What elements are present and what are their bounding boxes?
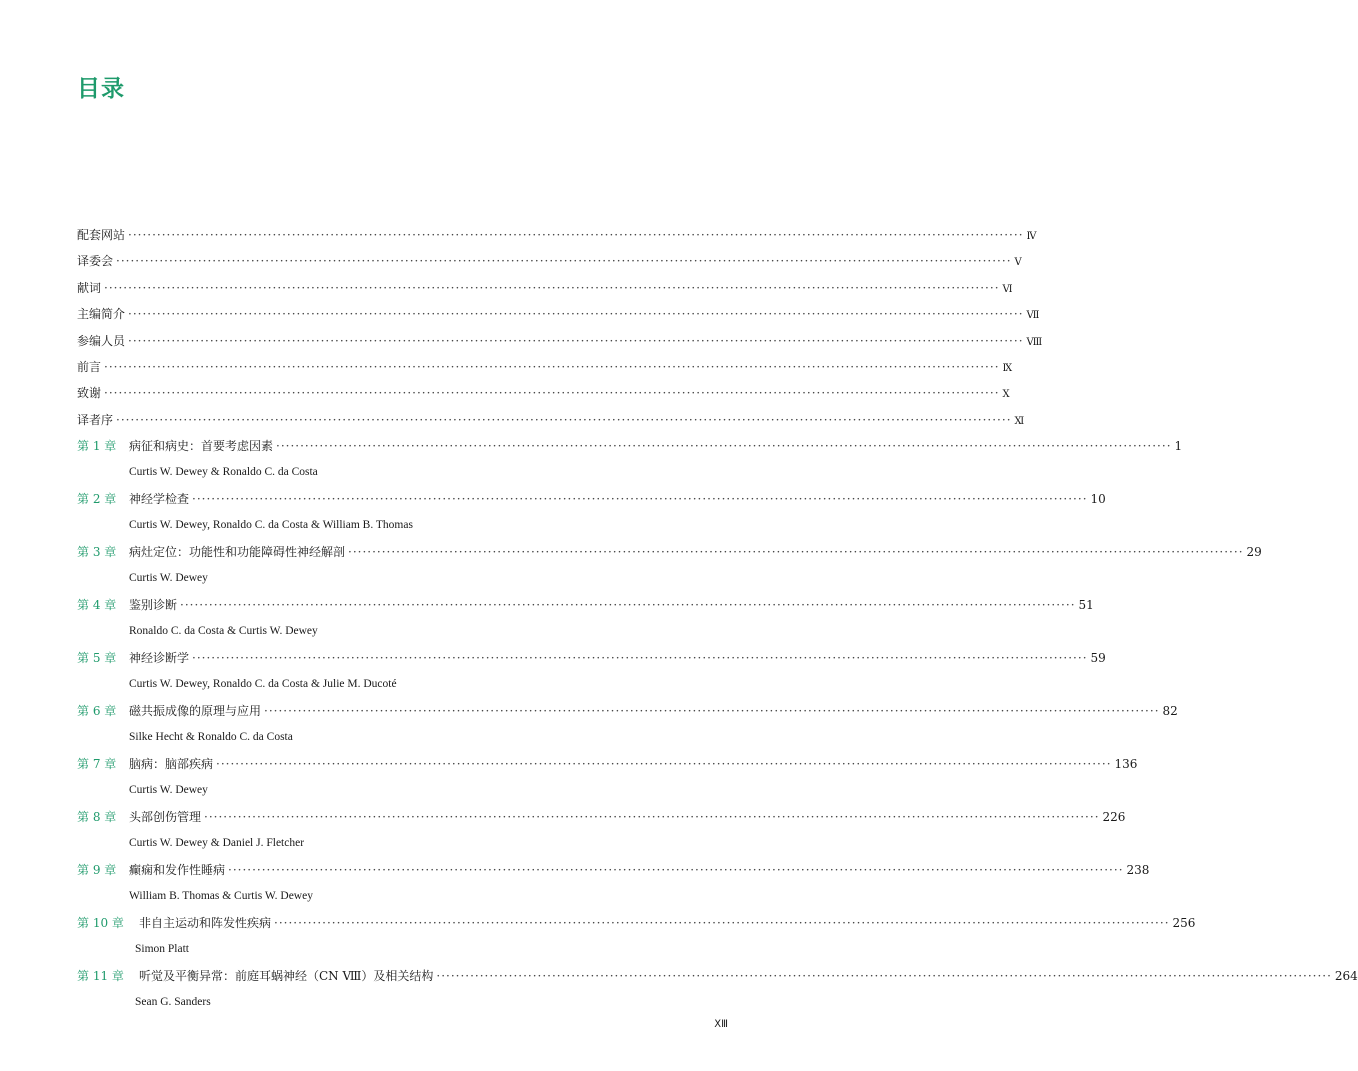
- chapter-title: 头部创伤管理: [129, 810, 202, 824]
- toc-entry-label: 译委会: [77, 254, 114, 269]
- chapter-number: 第 7 章: [77, 757, 117, 771]
- chapter-number: 第 2 章: [77, 492, 117, 506]
- chapter-entry[interactable]: [77, 967, 1358, 987]
- chapter-number: 第 10 章: [77, 916, 124, 930]
- leader-dots: ··························································································································································································: [180, 598, 1076, 612]
- toc-entry-page: Ⅷ: [1026, 336, 1043, 348]
- leader-dots: ··························································································································································································: [128, 307, 1024, 322]
- chapter-number: 第 9 章: [77, 863, 117, 877]
- chapter-page: 51: [1078, 598, 1094, 612]
- toc-entry-label: 参编人员: [77, 333, 126, 348]
- chapter-number: 第 5 章: [77, 651, 117, 665]
- chapter-page: 256: [1172, 916, 1196, 930]
- chapter-title: 神经诊断学: [129, 651, 190, 665]
- chapter-authors: Silke Hecht & Ronaldo C. da Costa: [129, 731, 293, 743]
- leader-dots: ··························································································································································································: [192, 492, 1088, 506]
- toc-entry[interactable]: [77, 358, 1013, 378]
- chapter-entry[interactable]: [77, 702, 1178, 722]
- toc-entry[interactable]: [77, 252, 1022, 272]
- chapter-number: 第 8 章: [77, 810, 117, 824]
- chapter-entry[interactable]: [77, 808, 1126, 828]
- chapter-title: 磁共振成像的原理与应用: [129, 704, 262, 718]
- leader-dots: ··························································································································································································: [436, 969, 1332, 983]
- toc-entry[interactable]: [77, 332, 1043, 352]
- chapter-authors: Simon Platt: [135, 943, 189, 955]
- toc-entry-page: Ⅵ: [1002, 283, 1013, 295]
- chapter-title: 病征和病史：首要考虑因素: [129, 439, 274, 453]
- chapter-title: 脑病：脑部疾病: [129, 757, 214, 771]
- leader-dots: ··························································································································································································: [116, 254, 1012, 269]
- leader-dots: ··························································································································································································: [104, 360, 1000, 374]
- chapter-entry[interactable]: [77, 596, 1094, 616]
- page-title: 目录: [77, 76, 125, 102]
- leader-dots: ··························································································································································································: [128, 228, 1024, 242]
- leader-dots: ··························································································································································································: [216, 757, 1112, 771]
- toc-entry-label: 译者序: [77, 412, 114, 427]
- toc-entry-label: 配套网站: [77, 228, 126, 242]
- leader-dots: ··························································································································································································: [348, 545, 1244, 559]
- chapter-authors: Curtis W. Dewey: [129, 784, 208, 796]
- chapter-number: 第 11 章: [77, 969, 124, 983]
- chapter-title: 听觉及平衡异常：前庭耳蜗神经（CN Ⅷ）及相关结构: [139, 969, 434, 983]
- leader-dots: ··························································································································································································: [104, 280, 1000, 295]
- toc-entry[interactable]: [77, 411, 1025, 431]
- chapter-title: 病灶定位：功能性和功能障碍性神经解剖: [129, 545, 346, 559]
- chapter-entry[interactable]: [77, 914, 1196, 934]
- toc-entry-label: 献词: [77, 280, 102, 295]
- chapter-title: 癫痫和发作性睡病: [129, 863, 226, 877]
- toc-entry-label: 前言: [77, 360, 102, 374]
- chapter-page: 10: [1090, 492, 1106, 506]
- chapter-number: 第 1 章: [77, 439, 117, 453]
- chapter-page: 29: [1246, 545, 1262, 559]
- chapter-title: 神经学检查: [129, 492, 190, 506]
- leader-dots: ··························································································································································································: [276, 439, 1172, 453]
- chapter-page: 136: [1114, 757, 1138, 771]
- chapter-page: 264: [1334, 969, 1358, 983]
- leader-dots: ··························································································································································································: [116, 412, 1012, 427]
- chapter-number: 第 6 章: [77, 704, 117, 718]
- chapter-entry[interactable]: [77, 861, 1150, 881]
- chapter-page: 1: [1174, 439, 1183, 453]
- leader-dots: ··························································································································································································: [192, 651, 1088, 665]
- chapter-authors: Curtis W. Dewey & Ronaldo C. da Costa: [129, 466, 318, 478]
- chapter-entry[interactable]: [77, 437, 1183, 457]
- chapter-number: 第 4 章: [77, 598, 117, 612]
- chapter-entry[interactable]: [77, 649, 1106, 669]
- toc-entry[interactable]: [77, 226, 1037, 246]
- chapter-entry[interactable]: [77, 755, 1138, 775]
- chapter-entry[interactable]: [77, 543, 1262, 563]
- chapter-entry[interactable]: [77, 490, 1106, 510]
- chapter-authors: Curtis W. Dewey, Ronaldo C. da Costa & Julie M. Ducoté: [129, 678, 397, 690]
- leader-dots: ··························································································································································································: [204, 810, 1100, 824]
- page-number: ⅩⅢ: [714, 1019, 728, 1030]
- chapter-page: 59: [1090, 651, 1106, 665]
- chapter-page: 238: [1126, 863, 1150, 877]
- leader-dots: ··························································································································································································: [104, 386, 1000, 401]
- toc-entry-page: Ⅳ: [1026, 231, 1037, 242]
- toc-entry-page: Ⅶ: [1026, 310, 1040, 322]
- toc-entry-page: Ⅴ: [1014, 257, 1022, 269]
- toc-entry-label: 主编简介: [77, 307, 126, 322]
- chapter-authors: Curtis W. Dewey: [129, 572, 208, 584]
- leader-dots: ··························································································································································································: [264, 704, 1160, 718]
- leader-dots: ··························································································································································································: [128, 333, 1024, 348]
- toc-entry[interactable]: [77, 305, 1040, 325]
- chapter-title: 鉴别诊断: [129, 598, 178, 612]
- toc-entry-page: Ⅺ: [1014, 415, 1025, 427]
- toc-entry-page: Ⅸ: [1002, 363, 1013, 374]
- toc-entry-label: 致谢: [77, 386, 102, 401]
- toc-entry[interactable]: [77, 384, 1010, 404]
- chapter-authors: William B. Thomas & Curtis W. Dewey: [129, 890, 313, 902]
- leader-dots: ··························································································································································································: [228, 863, 1124, 877]
- toc-entry[interactable]: [77, 279, 1013, 299]
- chapter-page: 82: [1162, 704, 1178, 718]
- chapter-authors: Curtis W. Dewey, Ronaldo C. da Costa & William B. Thomas: [129, 519, 413, 531]
- chapter-authors: Sean G. Sanders: [135, 996, 211, 1008]
- toc-entry-page: Ⅹ: [1002, 389, 1010, 401]
- leader-dots: ··························································································································································································: [274, 916, 1170, 930]
- chapter-title: 非自主运动和阵发性疾病: [139, 916, 272, 930]
- chapter-page: 226: [1102, 810, 1126, 824]
- chapter-authors: Ronaldo C. da Costa & Curtis W. Dewey: [129, 625, 318, 637]
- chapter-authors: Curtis W. Dewey & Daniel J. Fletcher: [129, 837, 305, 849]
- chapter-number: 第 3 章: [77, 545, 117, 559]
